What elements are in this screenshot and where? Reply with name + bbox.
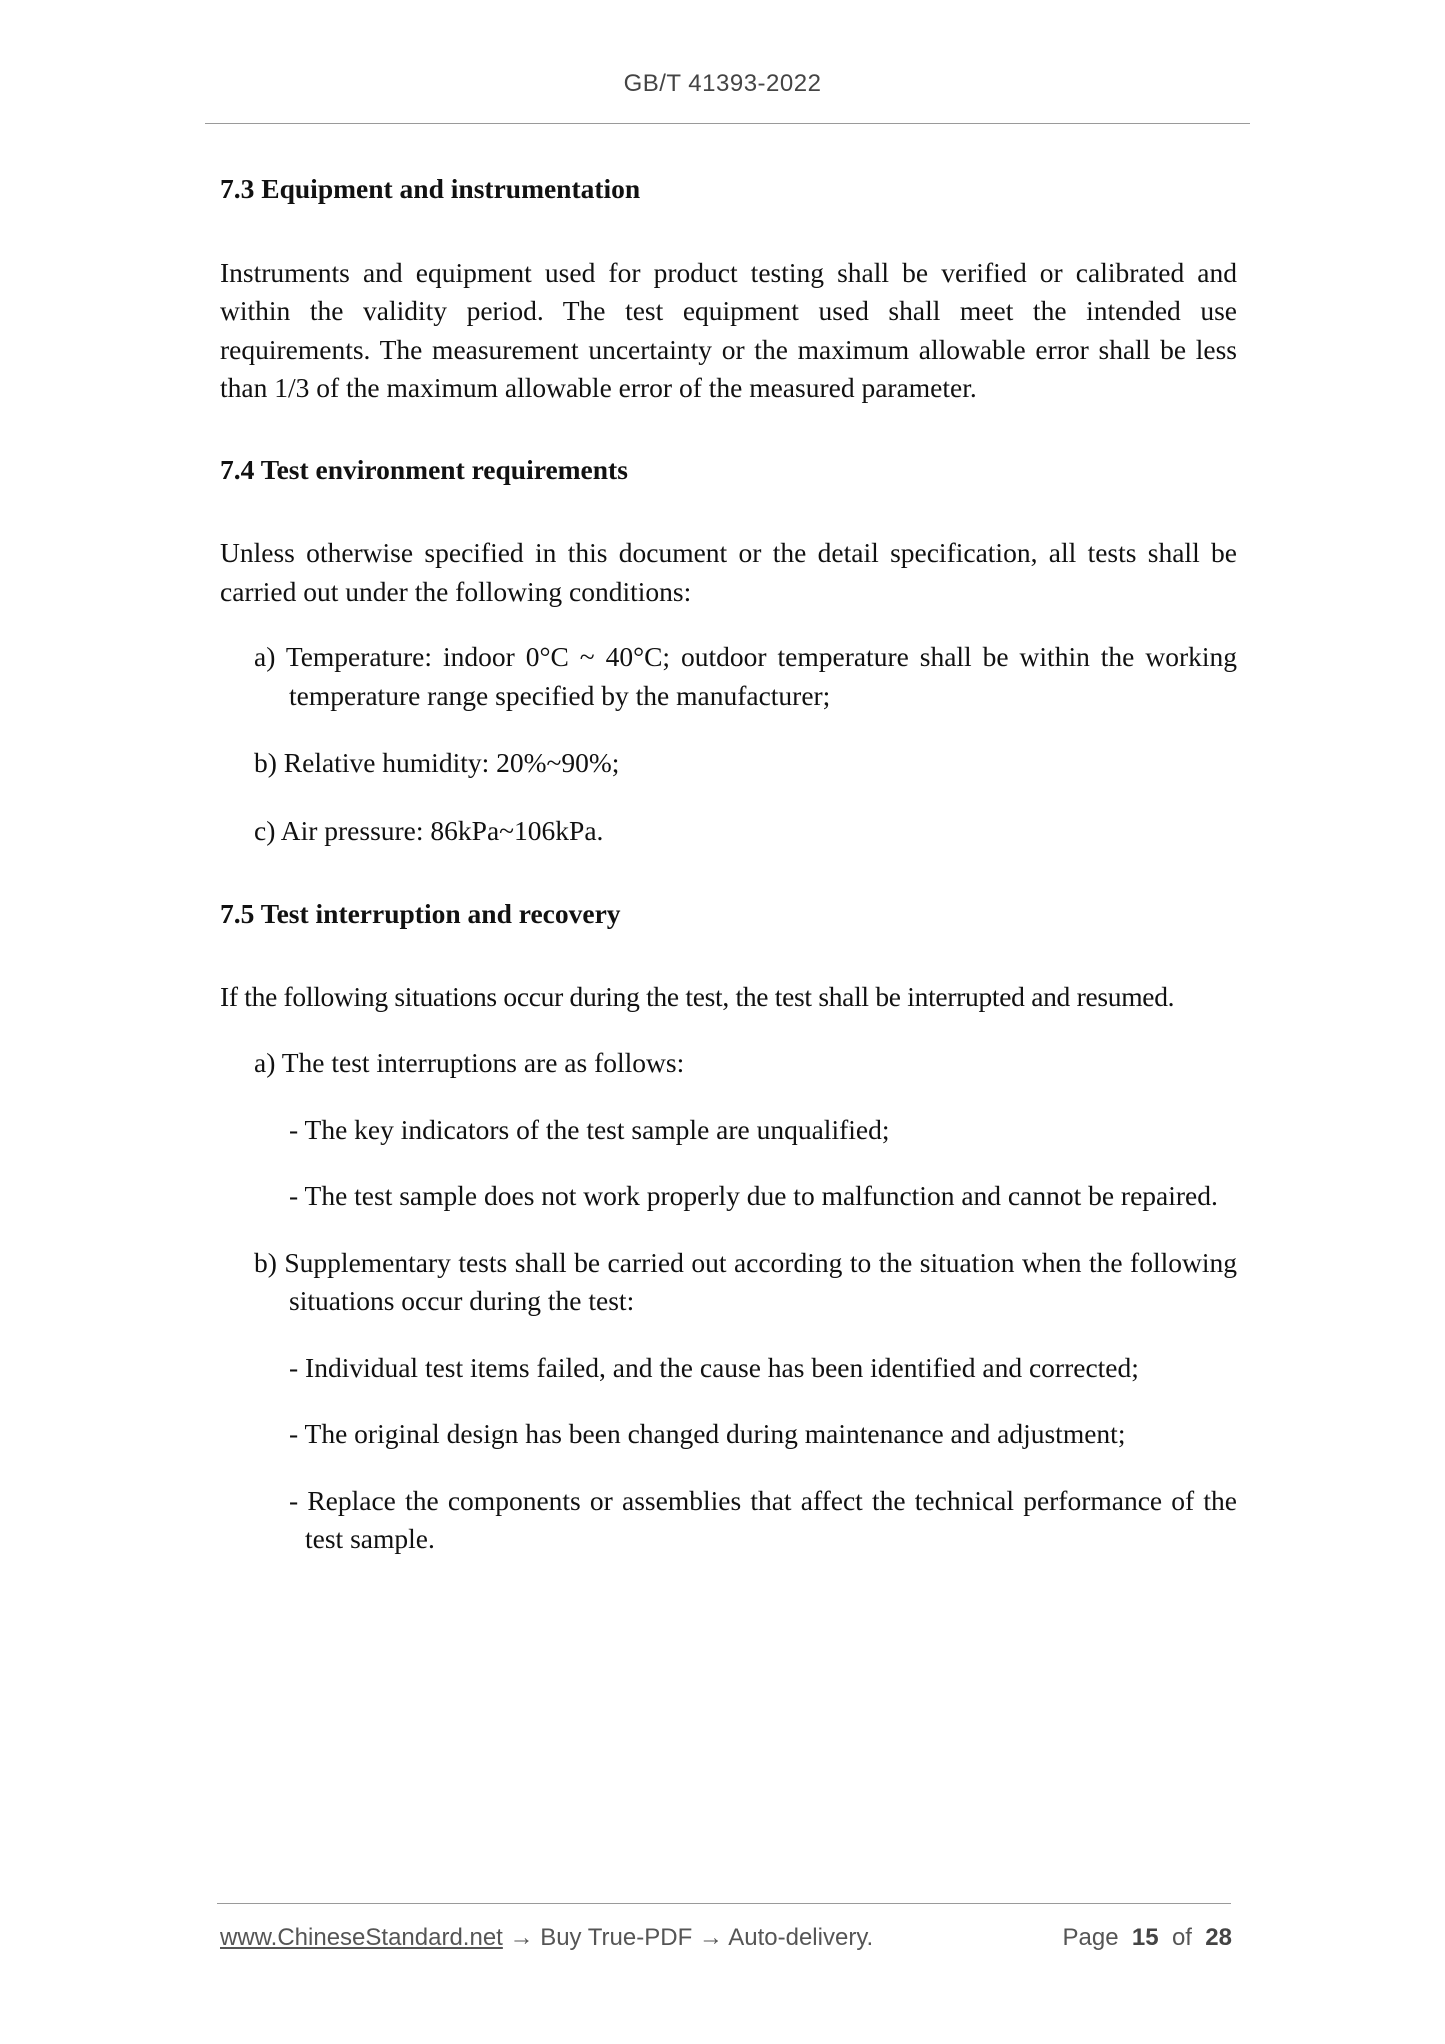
interruption-item-unqualified: - The key indicators of the test sample are unqualified; — [289, 1113, 890, 1145]
section-7-4-heading: 7.4 Test environment requirements — [220, 453, 628, 485]
footer-promo — [220, 1924, 873, 1952]
auto-delivery-text: Auto-delivery. — [728, 1924, 874, 1951]
supplementary-label: b) Supplementary tests shall be carried out according to the situation when the following situations occur during the test: — [254, 1246, 1237, 1316]
current-page-number: 15 — [1131, 1924, 1159, 1951]
website-link[interactable]: www.ChineseStandard.net — [220, 1924, 503, 1951]
supplementary-item-failed: - Individual test items failed, and the cause has been identified and corrected; — [289, 1351, 1139, 1383]
condition-temperature: a) Temperature: indoor 0°C ~ 40°C; outdoor temperature shall be within the working temperature range specified by the manufacturer; — [254, 641, 1237, 711]
of-label: of — [1171, 1924, 1192, 1951]
page-content — [220, 170, 1237, 1559]
buy-true-pdf-text: Buy True-PDF — [540, 1924, 693, 1951]
condition-humidity: b) Relative humidity: 20%~90%; — [254, 747, 620, 778]
interruption-label: a) The test interruptions are as follows: — [254, 1047, 685, 1078]
page-indicator — [1062, 1924, 1232, 1952]
condition-air-pressure: c) Air pressure: 86kPa~106kPa. — [254, 814, 604, 846]
header-divider — [205, 123, 1250, 124]
interruption-item-malfunction: - The test sample does not work properly due to malfunction and cannot be repaired. — [289, 1180, 1218, 1211]
arrow-right-icon: → — [698, 1924, 723, 1951]
section-7-4-body: Unless otherwise specified in this document or the detail specification, all tests shall be carried out under the following conditions: — [220, 537, 1237, 607]
section-7-3-heading: 7.3 Equipment and instrumentation — [220, 173, 641, 204]
arrow-right-icon: → — [509, 1924, 534, 1951]
page-footer — [220, 1924, 1232, 1960]
total-pages-number: 28 — [1205, 1924, 1232, 1951]
supplementary-item-replace-components: - Replace the components or assemblies that affect the technical performance of the test sample. — [289, 1484, 1237, 1554]
supplementary-item-design-changed: - The original design has been changed during maintenance and adjustment; — [289, 1418, 1126, 1449]
section-7-3-body: Instruments and equipment used for product testing shall be verified or calibrated and within the validity period. The test equipment used shall meet the intended use requirements. The measurement uncertainty or the maximum allowable error shall be less than 1/3 of the maximum allowable error of the measured parameter. — [220, 256, 1237, 403]
section-7-5-heading: 7.5 Test interruption and recovery — [220, 898, 621, 929]
page-header: GB/T 41393-2022 — [623, 70, 822, 97]
page-label: Page — [1062, 1924, 1119, 1951]
section-7-5-body: If the following situations occur during the test, the test shall be interrupted and resumed. — [220, 980, 1175, 1012]
footer-divider — [217, 1903, 1231, 1904]
